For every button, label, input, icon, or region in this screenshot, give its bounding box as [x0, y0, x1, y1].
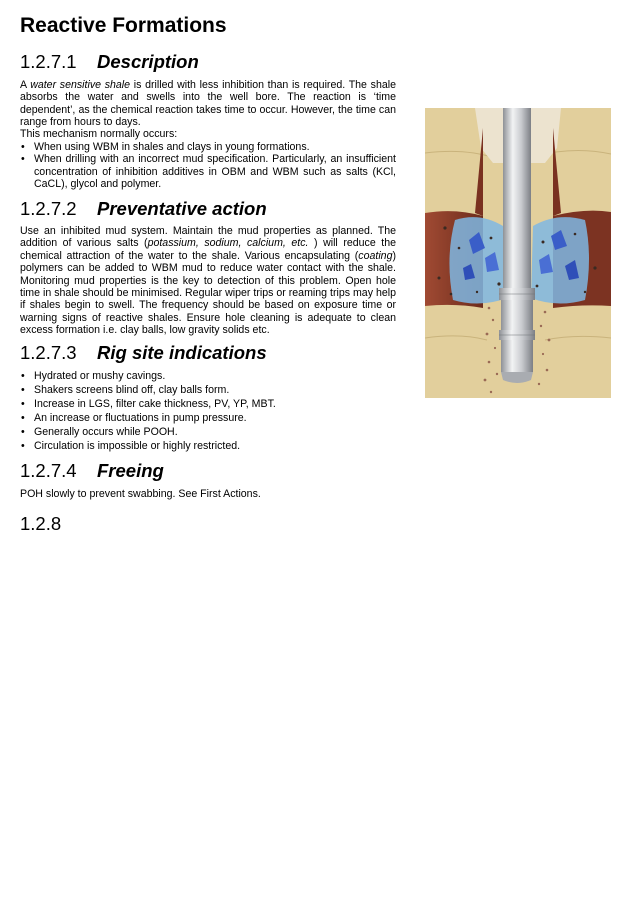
section-title: Preventative action — [97, 198, 267, 219]
section-number: 1.2.7.1 — [20, 51, 77, 72]
list-item: • Increase in LGS, filter cake thickness, PV, YP, MBT. — [20, 398, 396, 410]
mechanism-list — [20, 141, 396, 191]
wellbore-reactive-shale-illustration — [425, 108, 611, 398]
text-run: Use an inhibited mud system. Maintain the mud properties as planned. The addition of various salts ( — [20, 225, 396, 250]
text-run: ) will reduce the chemical attraction of the water to the shale. Various encapsulating ( — [20, 237, 396, 262]
drill-pipe — [503, 108, 531, 288]
list-item: • When using WBM in shales and clays in young formations. — [20, 141, 396, 153]
section-number: 1.2.8 — [20, 513, 62, 534]
text-run: is drilled with less inhibition than is required. The shale absorbs the water and swells into the well bore. The reaction is ‘time dependent’, as the chemical reaction takes time to occur. However, the time can range from hours to days. — [20, 79, 396, 129]
indications-list — [20, 370, 396, 454]
description-paragraph — [20, 79, 396, 129]
section-heading-description — [20, 51, 199, 73]
list-item: • An increase or fluctuations in pump pressure. — [20, 412, 396, 424]
italic-term: potassium, sodium, calcium, etc. — [147, 237, 309, 250]
section-number: 1.2.7.3 — [20, 342, 77, 363]
section-heading-rig-site-indications — [20, 342, 267, 364]
section-title: Description — [97, 51, 199, 72]
section-heading-next — [20, 513, 97, 535]
list-item: • Hydrated or mushy cavings. — [20, 370, 396, 382]
page-title: Reactive Formations — [20, 14, 227, 37]
section-heading-preventative-action — [20, 198, 267, 220]
freeing-paragraph: POH slowly to prevent swabbing. See First Actions. — [20, 488, 261, 500]
text-run: A — [20, 79, 31, 91]
mechanism-intro: This mechanism normally occurs: — [20, 128, 178, 140]
italic-term: water sensitive shale — [30, 79, 131, 91]
section-title: Freeing — [97, 460, 164, 481]
section-heading-freeing — [20, 460, 164, 482]
section-number: 1.2.7.2 — [20, 198, 77, 219]
list-item: • Circulation is impossible or highly restricted. — [20, 440, 396, 452]
hydrated-shale-left — [449, 217, 507, 303]
list-item: • Generally occurs while POOH. — [20, 426, 396, 438]
list-item: • When drilling with an incorrect mud specification. Particularly, an insufficient concentration of inhibition additives in OBM and WBM such as salts (KCl, CaCL), glycol and polymer. — [20, 153, 396, 190]
text-run: ) polymers can be added to WBM mud to reduce water contact with the shale. Monitoring mud properties is the key to detection of this problem. Open hole time in shale should be minimised. Regular wiper trips or reaming trips may help if shales begin to swell. The frequency should be based on exposure time or warning signs of reactive shales. Ensure hole cleaning is adequate to clean excess formation i.e. clay balls, low gravity solids etc. — [20, 249, 396, 337]
preventative-paragraph — [20, 225, 396, 337]
list-item: • Shakers screens blind off, clay balls form. — [20, 384, 396, 396]
section-number: 1.2.7.4 — [20, 460, 77, 481]
italic-term: coating — [358, 249, 393, 262]
section-title: Rig site indications — [97, 342, 267, 363]
